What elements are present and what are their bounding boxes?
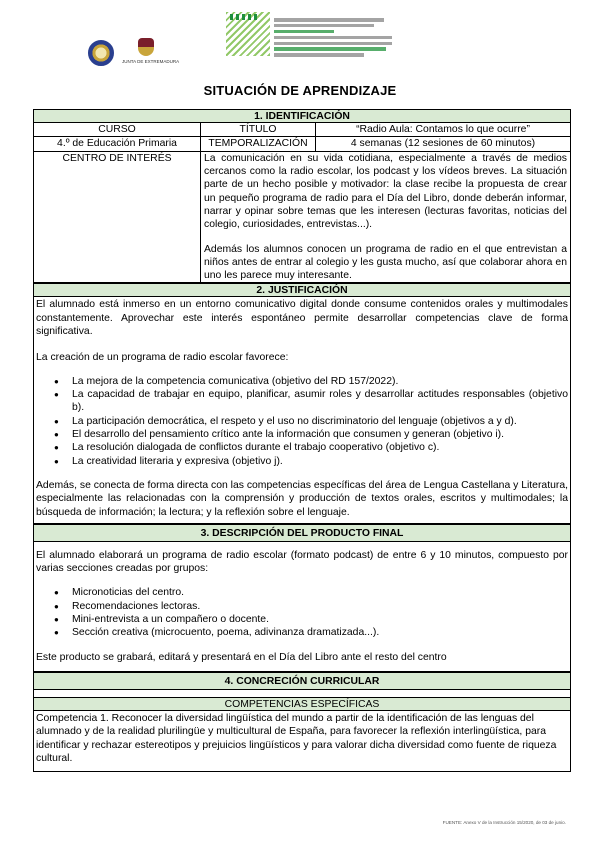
justificacion-list [54,375,568,468]
section-concrecion-heading: 4. CONCRECIÓN CURRICULAR [33,672,571,690]
list-item: ● Mini-entrevista a un compañero o docente. [54,613,568,626]
section-producto-heading: 3. DESCRIPCIÓN DEL PRODUCTO FINAL [33,524,571,542]
list-item: ● El desarrollo del pensamiento crítico ante la información que consumen y generan (objetivo i). [54,428,568,441]
temporalizacion-label: TEMPORALIZACIÓN [201,137,316,150]
identificacion-header-row [33,123,571,137]
program-brand-logo [226,12,396,64]
producto-paragraph: El alumnado elaborará un programa de radio escolar (formato podcast) de entre 6 y 10 minutos, compuesto por varias secciones creadas por grupos: [36,549,568,575]
list-item: ● Sección creativa (microcuento, poema, adivinanza dramatizada...). [54,626,568,639]
justificacion-content [33,297,571,523]
identificacion-values-row [33,137,571,151]
centro-interes-label: CENTRO DE INTERÉS [34,152,201,283]
brand-dots-icon [230,14,260,20]
centro-interes-content [201,152,570,283]
centro-interes-paragraph: La comunicación en su vida cotidiana, especialmente a través de medios cercanos como la radio escolar, los podcast y los vídeos breves. La situación parte de un hecho posible y motivador: la clase recibe la propuesta de crear un pequeño programa de radio para el Día del Libro, donde deberán informar, narrar y opinar sobre temas que les interesen (lecturas favoritas, noticias del colegio, curiosidades, entrevistas...). [204,152,567,231]
titulo-value: “Radio Aula: Contamos lo que ocurre” [356,124,530,135]
justificacion-paragraph: Además, se conecta de forma directa con las competencias específicas del área de Lengua Castellana y Literatura, especialmente las relacionadas con la comprensión y producción de textos orales, escritos y multimodales; la búsqueda de información; la lectura; y la reflexión sobre el lenguaje. [36,479,568,518]
list-item: ● La creatividad literaria y expresiva (objetivo j). [54,455,568,468]
curso-value: 4.º de Educación Primaria [34,137,201,150]
regional-government-logo [122,38,180,72]
institution-seal-logo [88,40,114,66]
list-item: ● La resolución dialogada de conflictos durante el trabajo cooperativo (objetivo c). [54,441,568,454]
justificacion-paragraph: La creación de un programa de radio escolar favorece: [36,352,289,364]
competencias-especificas-heading: COMPETENCIAS ESPECÍFICAS [33,697,571,711]
section-identificacion-heading: 1. IDENTIFICACIÓN [33,109,571,123]
list-item: ● Micronoticias del centro. [54,586,568,599]
curso-label: CURSO [34,123,201,136]
competencia-1-text: Competencia 1. Reconocer la diversidad lingüística del mundo a partir de la identificación de las lenguas del alumnado y de la realidad plurilingüe y multicultural de España, para favorecer la reflexión interlingüística, para identificar y rechazar estereotipos y prejuicios lingüísticos y para valorar dicha diversidad como fuente de riqueza cultural. [36,713,557,764]
producto-content [33,542,571,672]
coat-of-arms-icon [138,38,154,56]
list-item: ● La participación democrática, el respeto y el uso no discriminatorio del lenguaje (objetivos a y d). [54,415,568,428]
titulo-label: TÍTULO [201,123,316,136]
regional-government-logo-text: JUNTA DE EXTREMADURA [122,59,180,64]
centro-interes-row [33,152,571,284]
centro-interes-paragraph: Además los alumnos conocen un programa de radio en el que entrevistan a niños antes de entrar al colegio y les gusta mucho, así que colaborar ahora en uno les parece muy interesante. [204,243,567,282]
list-item: ● La mejora de la competencia comunicativa (objetivo del RD 157/2022). [54,375,568,388]
competencia-1-content [33,711,571,772]
list-item: ● La capacidad de trabajar en equipo, planificar, asumir roles y desarrollar actitudes responsables (objetivo b). [54,388,568,415]
justificacion-paragraph: El alumnado está inmerso en un entorno comunicativo digital donde consume contenidos orales y multimodales constantemente. Aprovechar este interés espontáneo permite desarrollar competencias clave de forma significativa. [36,299,568,338]
page-footer-note: FUENTE: Anexo V de la Instrucción 15/2020, de 03 de junio. [442,820,566,825]
learning-situation-form [33,109,571,772]
brand-wordmark [274,18,394,59]
producto-list [54,586,568,639]
temporalizacion-value: 4 semanas (12 sesiones de 60 minutos) [350,138,536,150]
page-header [0,0,600,80]
section-justificacion-heading: 2. JUSTIFICACIÓN [33,283,571,297]
list-item: ● Recomendaciones lectoras. [54,600,568,613]
producto-paragraph: Este producto se grabará, editará y presentará en el Día del Libro ante el resto del centro [36,651,447,663]
page-title: SITUACIÓN DE APRENDIZAJE [203,83,397,98]
